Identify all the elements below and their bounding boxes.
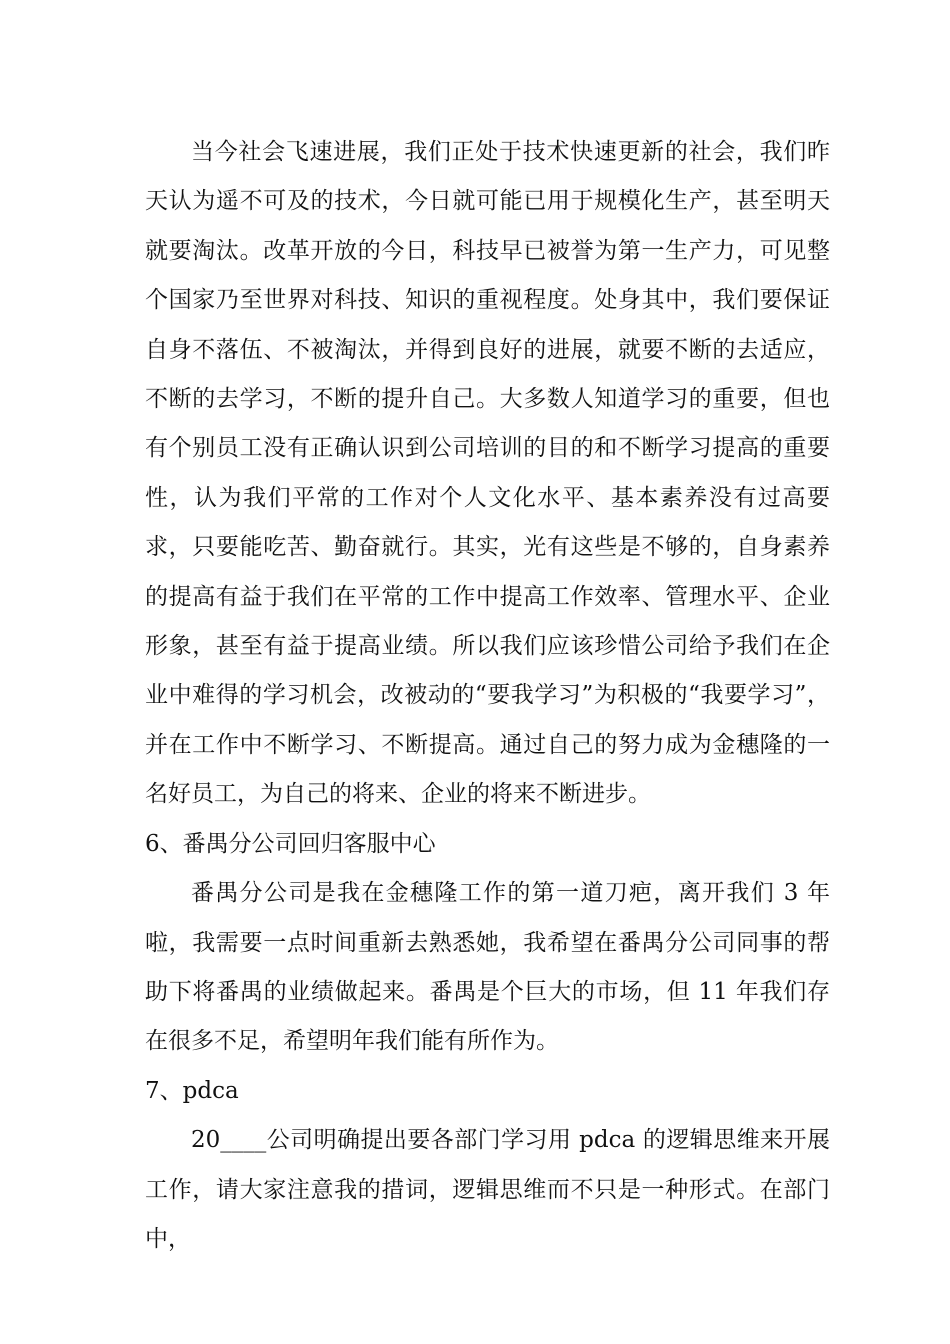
section-heading-panyu: 6、番禺分公司回归客服中心	[145, 830, 436, 857]
section-heading-pdca: 7、pdca	[145, 1077, 239, 1104]
paragraph-learning: 当今社会飞速进展，我们正处于技术快速更新的社会，我们昨天认为遥不可及的技术，今日就可能已用于规模化生产，甚至明天就要淘汰。改革开放的今日，科技早已被誉为第一生产力，可见整个国家乃至世界对科技、知识的重视程度。处身其中，我们要保证自身不落伍、不被淘汰，并得到良好的进展，就要不断的去适应，不断的去学习，不断的提升自己。大多数人知道学习的重要，但也有个别员工没有正确认识到公司培训的目的和不断学习提高的重要性，认为我们平常的工作对个人文化水平、基本素养没有过高要求，只要能吃苦、勤奋就行。其实，光有这些是不够的，自身素养的提高有益于我们在平常的工作中提高工作效率、管理水平、企业形象，甚至有益于提高业绩。所以我们应该珍惜公司给予我们在企业中难得的学习机会，改被动的“要我学习”为积极的“我要学习”，并在工作中不断学习、不断提高。通过自己的努力成为金穗隆的一名好员工，为自己的将来、企业的将来不断进步。	[145, 139, 830, 808]
document-body	[145, 128, 830, 1264]
paragraph-panyu: 番禺分公司是我在金穗隆工作的第一道刀疤，离开我们 3 年啦，我需要一点时间重新去熟悉她，我希望在番禺分公司同事的帮助下将番禺的业绩做起来。番禺是个巨大的市场，但 11 年我们存在很多不足，希望明年我们能有所作为。	[145, 880, 830, 1055]
paragraph-pdca: 20____公司明确提出要各部门学习用 pdca 的逻辑思维来开展工作，请大家注意我的措词，逻辑思维而不只是一种形式。在部门中，	[145, 1127, 830, 1252]
